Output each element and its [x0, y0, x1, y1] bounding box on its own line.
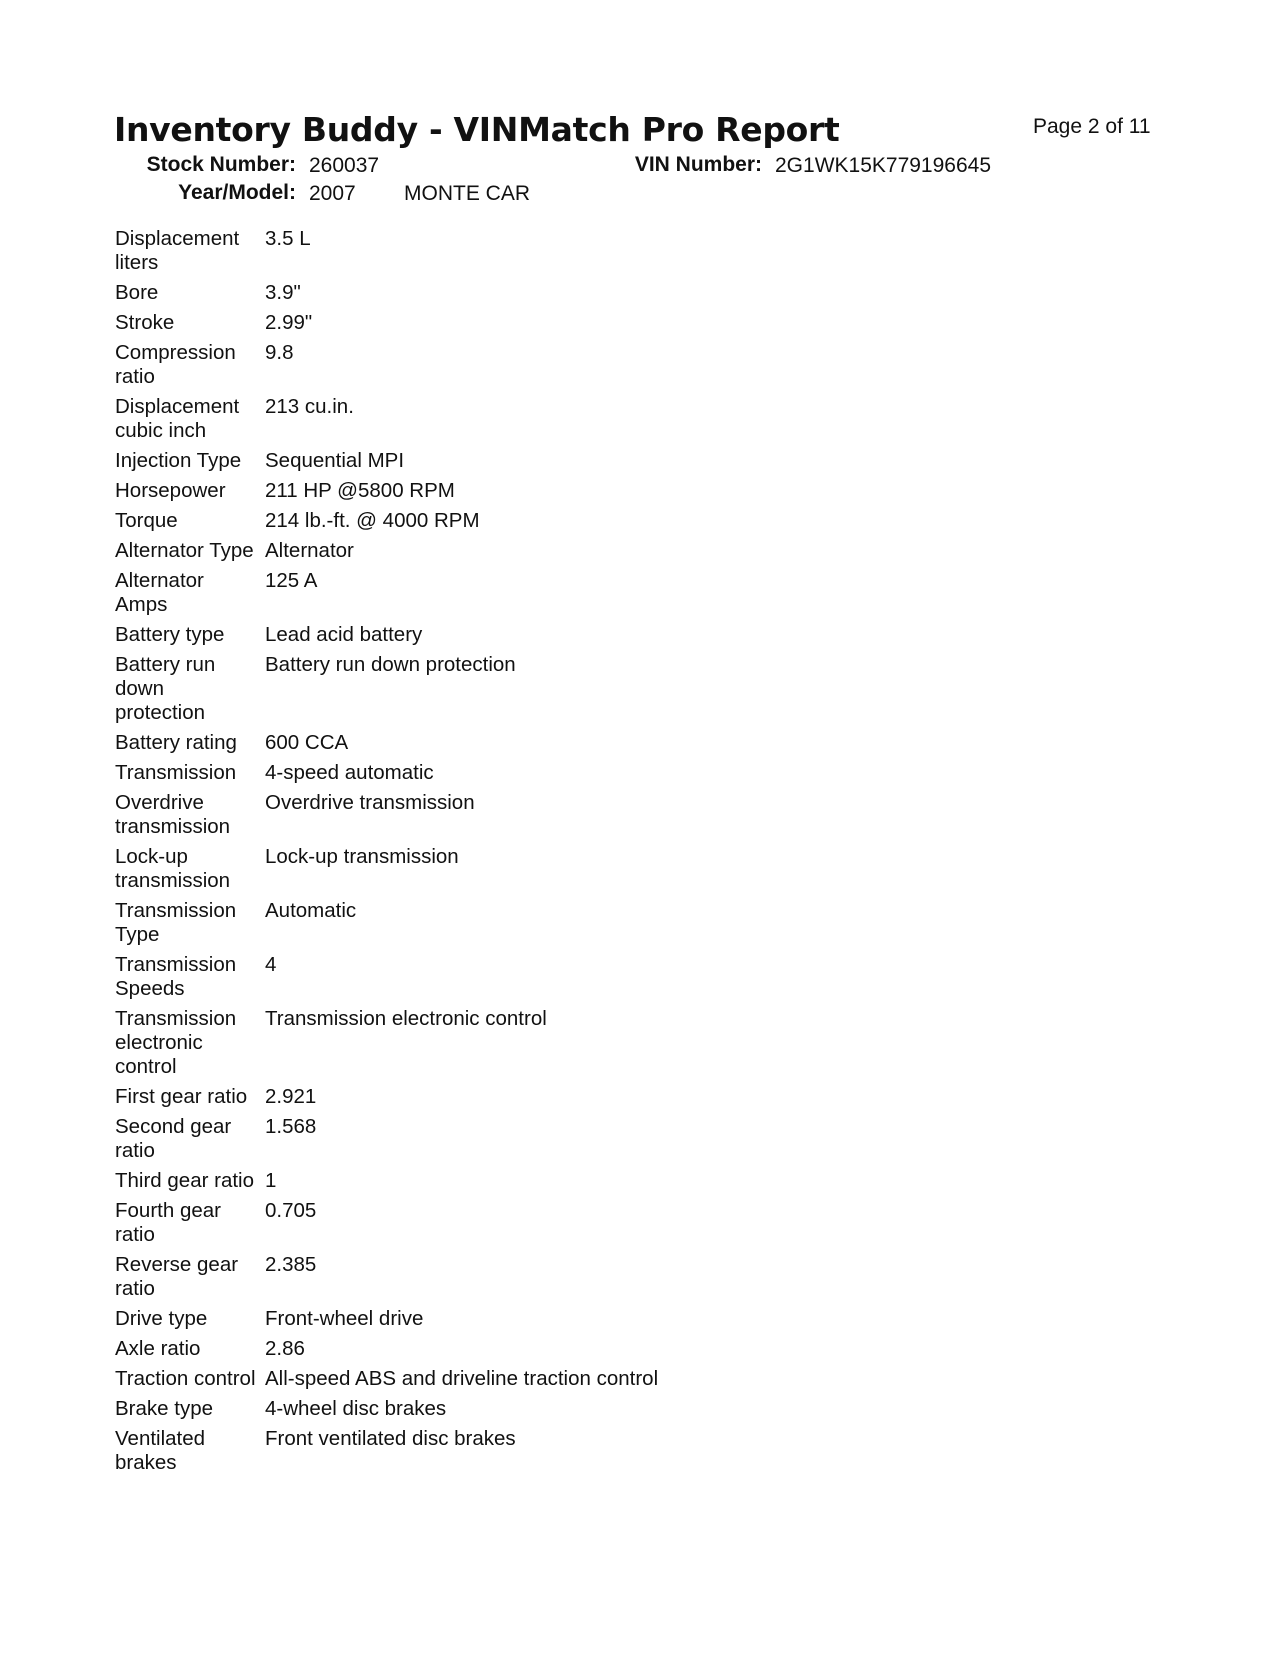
spec-value: 125 A — [265, 569, 318, 592]
specifications-table — [115, 227, 835, 1481]
spec-row — [115, 1199, 835, 1253]
spec-label: Ventilated brakes — [115, 1427, 206, 1474]
spec-label: Transmission electronic control — [115, 1007, 237, 1078]
spec-label: Overdrive transmission — [115, 791, 231, 838]
spec-label: Compression ratio — [115, 341, 236, 388]
spec-row — [115, 395, 835, 449]
spec-value: 3.9" — [265, 281, 301, 304]
year-value: 2007 — [309, 182, 356, 205]
spec-row — [115, 509, 835, 539]
spec-label: Third gear ratio — [115, 1169, 255, 1192]
spec-value: Front ventilated disc brakes — [265, 1427, 516, 1450]
spec-label: Displacement cubic inch — [115, 395, 240, 442]
spec-value: Sequential MPI — [265, 449, 405, 472]
spec-row — [115, 953, 835, 1007]
spec-row — [115, 1397, 835, 1427]
spec-row — [115, 1337, 835, 1367]
spec-value: 3.5 L — [265, 227, 311, 250]
spec-value: 2.99" — [265, 311, 313, 334]
spec-row — [115, 227, 835, 281]
spec-value: 4-speed automatic — [265, 761, 434, 784]
spec-row — [115, 1307, 835, 1337]
spec-label: Battery run down protection — [115, 653, 216, 724]
spec-value: 2.385 — [265, 1253, 317, 1276]
spec-row — [115, 1367, 835, 1397]
spec-value: All-speed ABS and driveline traction control — [265, 1367, 659, 1390]
spec-value: Lead acid battery — [265, 623, 423, 646]
spec-value: Battery run down protection — [265, 653, 516, 676]
spec-row — [115, 1115, 835, 1169]
spec-label: Lock-up transmission — [115, 845, 231, 892]
report-title: Inventory Buddy - VINMatch Pro Report — [114, 110, 840, 149]
year-model-label: Year/Model: — [178, 181, 296, 204]
spec-row — [115, 281, 835, 311]
spec-value: Overdrive transmission — [265, 791, 475, 814]
spec-label: Bore — [115, 281, 159, 304]
spec-value: 4-wheel disc brakes — [265, 1397, 447, 1420]
spec-row — [115, 731, 835, 761]
spec-label: Fourth gear ratio — [115, 1199, 221, 1246]
spec-row — [115, 311, 835, 341]
spec-label: Battery type — [115, 623, 225, 646]
spec-value: 0.705 — [265, 1199, 317, 1222]
spec-row — [115, 1253, 835, 1307]
page-number: Page 2 of 11 — [1033, 115, 1151, 138]
spec-row — [115, 1169, 835, 1199]
spec-row — [115, 623, 835, 653]
spec-value: 2.921 — [265, 1085, 317, 1108]
spec-row — [115, 653, 835, 731]
spec-label: Torque — [115, 509, 178, 532]
spec-value: 214 lb.-ft. @ 4000 RPM — [265, 509, 480, 532]
spec-label: Displacement liters — [115, 227, 240, 274]
spec-value: Automatic — [265, 899, 357, 922]
spec-row — [115, 479, 835, 509]
spec-row — [115, 341, 835, 395]
spec-row — [115, 899, 835, 953]
spec-label: Battery rating — [115, 731, 237, 754]
spec-label: Reverse gear ratio — [115, 1253, 239, 1300]
spec-row — [115, 791, 835, 845]
spec-label: Horsepower — [115, 479, 226, 502]
spec-label: Alternator Type — [115, 539, 254, 562]
spec-label: Drive type — [115, 1307, 208, 1330]
spec-row — [115, 539, 835, 569]
spec-label: Transmission Speeds — [115, 953, 237, 1000]
spec-row — [115, 761, 835, 791]
model-value: MONTE CAR — [404, 182, 530, 205]
vin-number-value: 2G1WK15K779196645 — [775, 154, 991, 177]
spec-label: Injection Type — [115, 449, 242, 472]
spec-value: 2.86 — [265, 1337, 305, 1360]
spec-label: Transmission — [115, 761, 237, 784]
spec-label: Transmission Type — [115, 899, 237, 946]
spec-value: 600 CCA — [265, 731, 349, 754]
spec-value: 1.568 — [265, 1115, 317, 1138]
spec-label: Axle ratio — [115, 1337, 201, 1360]
spec-row — [115, 449, 835, 479]
spec-value: 4 — [265, 953, 277, 976]
spec-row — [115, 1007, 835, 1085]
spec-label: Alternator Amps — [115, 569, 204, 616]
spec-label: First gear ratio — [115, 1085, 248, 1108]
spec-value: Front-wheel drive — [265, 1307, 424, 1330]
spec-label: Stroke — [115, 311, 175, 334]
spec-label: Traction control — [115, 1367, 256, 1390]
spec-value: 9.8 — [265, 341, 294, 364]
spec-value: Transmission electronic control — [265, 1007, 547, 1030]
spec-label: Second gear ratio — [115, 1115, 232, 1162]
vin-number-label: VIN Number: — [634, 153, 762, 176]
spec-row — [115, 1085, 835, 1115]
spec-value: 213 cu.in. — [265, 395, 354, 418]
spec-label: Brake type — [115, 1397, 213, 1420]
stock-number-value: 260037 — [309, 154, 380, 177]
spec-value: 1 — [265, 1169, 277, 1192]
spec-value: Lock-up transmission — [265, 845, 459, 868]
stock-number-label: Stock Number: — [146, 153, 296, 176]
spec-value: Alternator — [265, 539, 354, 562]
spec-row — [115, 569, 835, 623]
spec-value: 211 HP @5800 RPM — [265, 479, 455, 502]
spec-row — [115, 845, 835, 899]
spec-row — [115, 1427, 835, 1481]
